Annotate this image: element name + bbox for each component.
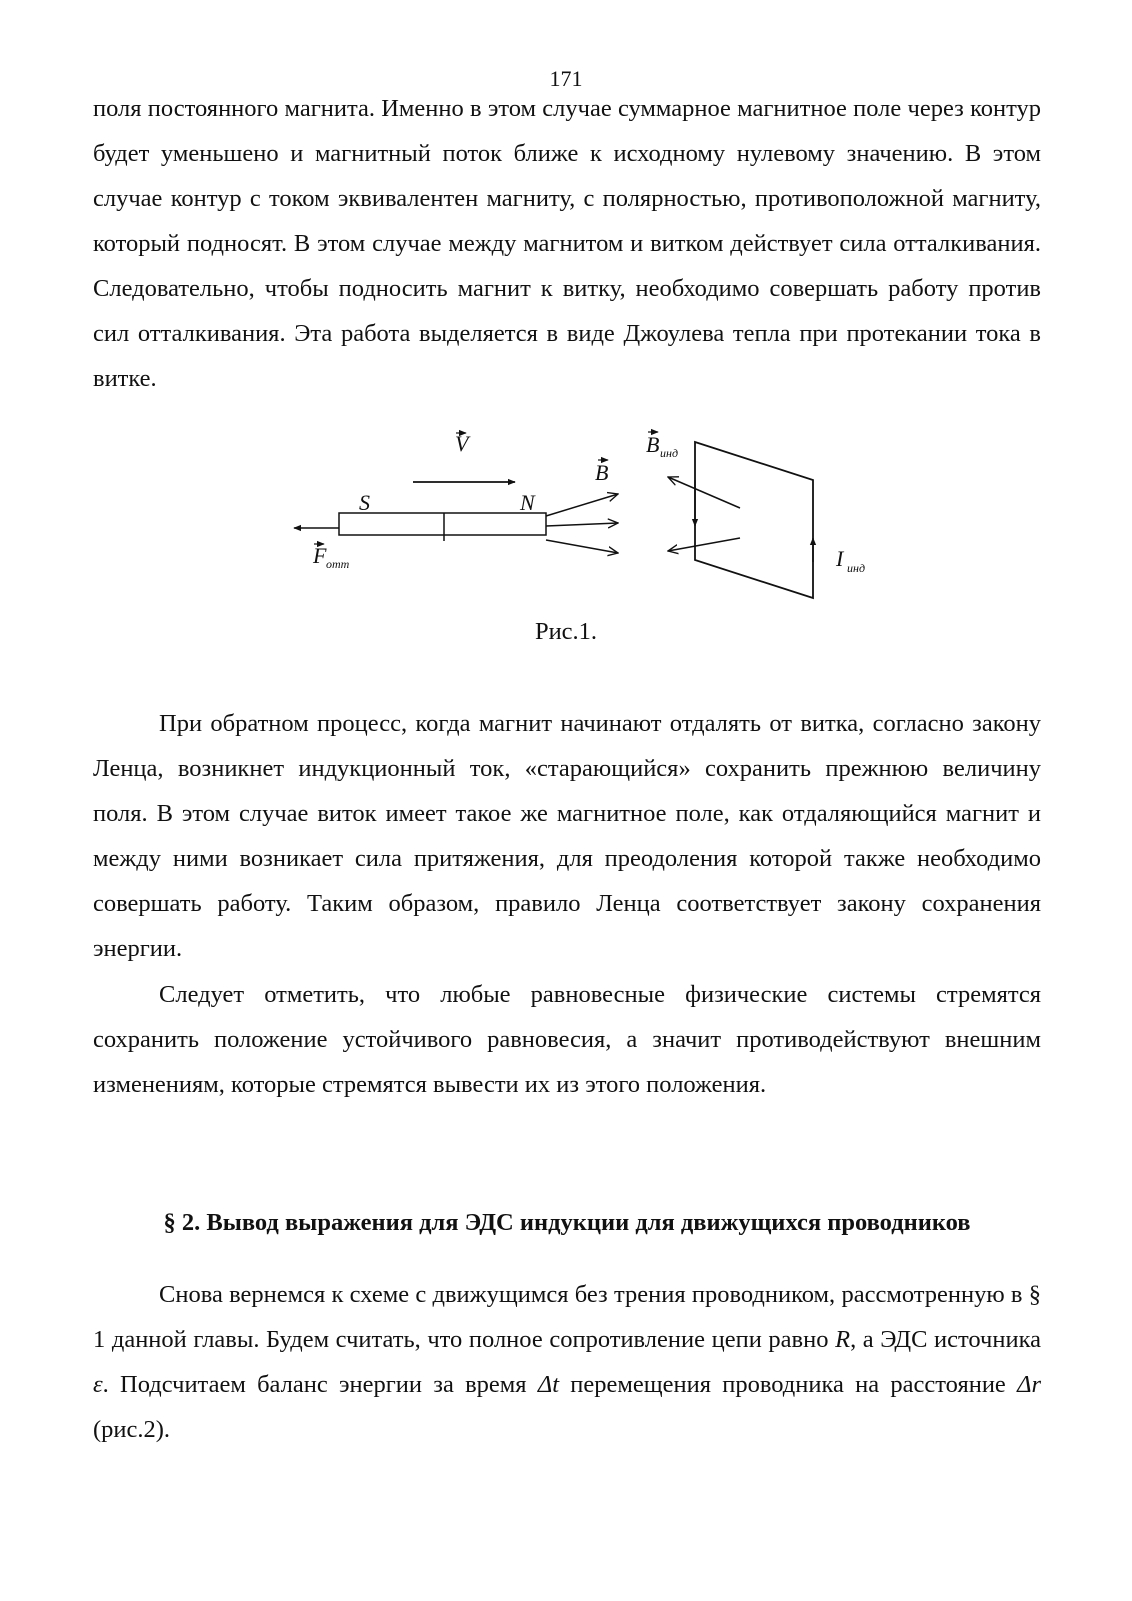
section-heading: § 2. Вывод выражения для ЭДС индукции для движущихся проводников <box>163 1209 971 1236</box>
field-label: B <box>595 460 609 485</box>
induced-field-subscript: инд <box>660 446 679 460</box>
repulsion-force-label: F <box>313 543 327 568</box>
paragraph-4-text-e: (рис.2). <box>93 1416 171 1443</box>
velocity-label: V <box>455 431 469 456</box>
paragraph-3: Следует отметить, что любые равновесные физические системы стремятся сохранить положение устойчивого равновесия, а значит противодействуют внешним изменениям, которые стремятся вывести их из этого положения. <box>93 981 1041 1098</box>
induced-field-line-lower <box>668 538 740 551</box>
induced-field-label: B <box>646 432 660 457</box>
paragraph-4-text-d: перемещения проводника на расстояние <box>559 1371 1018 1398</box>
paragraph-2: При обратном процесс, когда магнит начинают отдалять от витка, согласно закону Ленца, возникнет индукционный ток, «старающийся» сохранить прежнюю величину поля. В этом случае виток имеет такое же магнитное поле, как отдаляющийся магнит и между ними возникает сила притяжения, для преодоления которой также необходимо совершать работу. Таким образом, правило Ленца соответствует закону сохранения энергии. <box>93 710 1041 962</box>
emf-symbol: ε <box>93 1371 103 1398</box>
field-line-upper <box>546 494 618 516</box>
coil-loop <box>695 442 813 598</box>
repulsion-force-subscript: отт <box>326 557 350 571</box>
paragraph-4-text-c: . Подсчитаем баланс энергии за время <box>102 1371 538 1398</box>
figure-magnet-coil <box>280 420 880 610</box>
induced-current-label: I <box>836 546 844 571</box>
field-line-middle <box>546 523 618 526</box>
paragraph-4-text-b: , а ЭДС источника <box>850 1326 1041 1353</box>
paragraph-4-text-a: Снова вернемся к схеме с движущимся без трения проводником, рассмотренную в § 1 данной главы. Будем считать, что полное сопротивление цепи равно <box>93 1281 1041 1353</box>
magnet-n-pole-label: N <box>520 490 535 515</box>
page-number: 171 <box>549 66 583 91</box>
induced-field-line-upper <box>668 477 740 508</box>
induced-current-subscript: инд <box>847 561 866 575</box>
figure-svg <box>280 420 880 610</box>
magnet-s-pole-label: S <box>359 490 370 515</box>
paragraph-1: поля постоянного магнита. Именно в этом случае суммарное магнитное поле через контур будет уменьшено и магнитный поток ближе к исходному нулевому значению. В этом случае контур с током эквивалентен магниту, с полярностью, противоположной магниту, который подносят. В этом случае между магнитом и витком действует сила отталкивания. Следовательно, чтобы подносить магнит к витку, необходимо совершать работу против сил отталкивания. Эта работа выделяется в виде Джоулева тепла при протекании тока в витке. <box>93 95 1041 392</box>
field-line-lower <box>546 540 618 553</box>
resistance-symbol: R <box>835 1326 851 1353</box>
delta-r-symbol: Δr <box>1017 1371 1041 1398</box>
delta-t-symbol: Δt <box>537 1371 559 1398</box>
figure-caption: Рис.1. <box>534 618 598 645</box>
magnet-body <box>339 513 546 535</box>
paragraph-4 <box>93 1272 1041 1452</box>
